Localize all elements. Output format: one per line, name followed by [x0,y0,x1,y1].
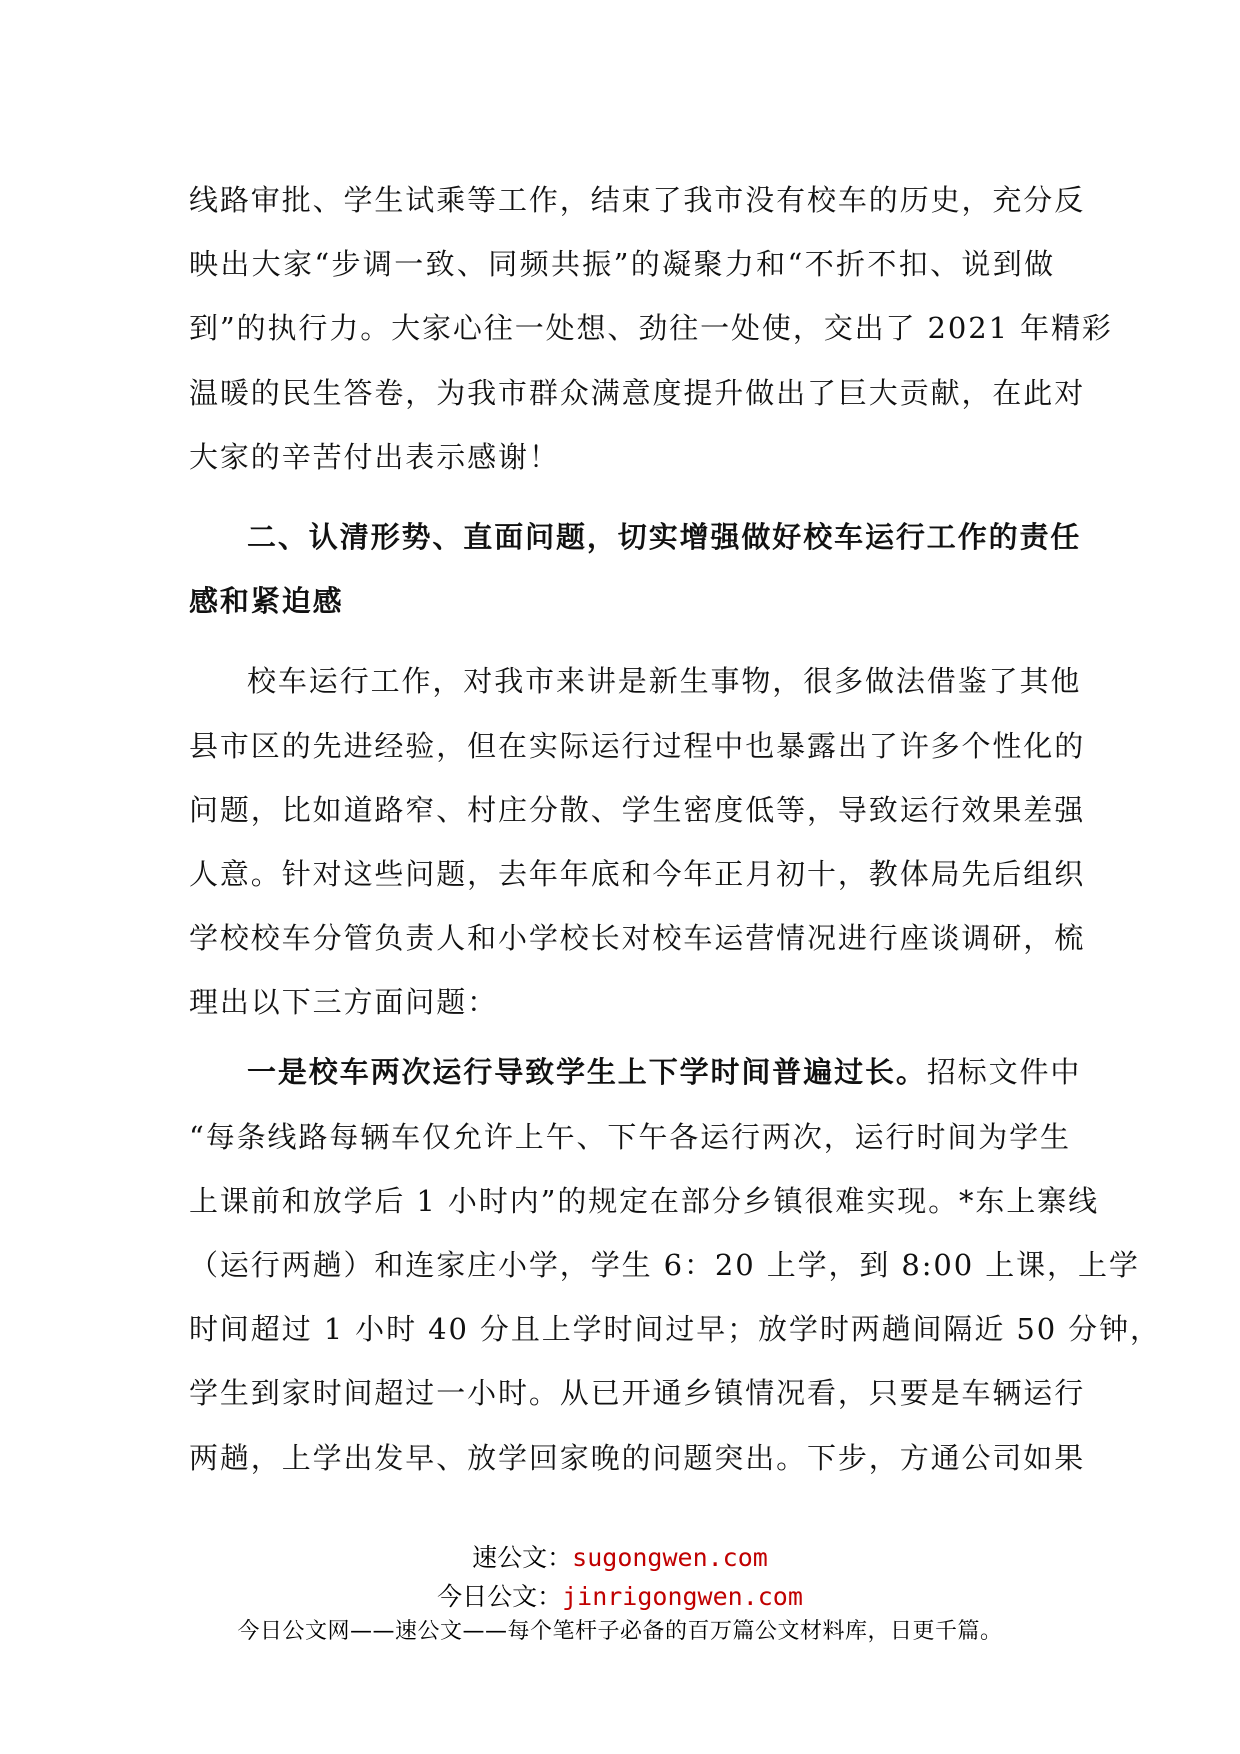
text-line: 线路审批、学生试乘等工作，结束了我市没有校车的历史，充分反 [189,183,1086,217]
text-line: 校车运行工作，对我市来讲是新生事物，很多做法借鉴了其他 [247,664,1082,699]
heading-line: 二、认清形势、直面问题，切实增强做好校车运行工作的责任 [247,519,1082,554]
text-line: 学生到家时间超过一小时。从已开通乡镇情况看，只要是车辆运行 [189,1376,1086,1411]
document-body [189,168,1161,1490]
text-line: 大家的辛苦付出表示感谢！ [189,439,560,474]
text-line: 时间超过 1 小时 40 分且上学时间过早；放学时两趟间隔近 50 分钟， [189,1312,1161,1347]
point-one-lead-rest: 招标文件中 [926,1055,1082,1090]
paragraph-point-one [189,1040,1161,1489]
paragraph-problems [189,649,1086,1034]
text-line: 映出大家“步调一致、同频共振”的凝聚力和“不折不扣、说到做 [189,247,1055,282]
paragraph-intro-end [189,168,1113,489]
footer-label: 今日公文： [437,1582,563,1611]
section-heading [189,505,1082,633]
footer-site-jinrigongwen [0,1577,1240,1613]
text-line: 理出以下三方面问题： [189,985,499,1020]
text-line: 人意。针对这些问题，去年年底和今年正月初十，教体局先后组织 [189,856,1086,891]
text-line: 县市区的先进经验，但在实际运行过程中也暴露出了许多个性化的 [189,728,1086,763]
text-line: 到”的执行力。大家心往一处想、劲往一处使，交出了 2021 年精彩 [189,311,1113,346]
text-line: 两趟，上学出发早、放学回家晚的问题突出。下步，方通公司如果 [189,1440,1086,1475]
text-line: 学校校车分管负责人和小学校长对校车运营情况进行座谈调研，梳 [189,921,1086,956]
point-one-lead: 一是校车两次运行导致学生上下学时间普遍过长。 [247,1055,927,1090]
text-line: 上课前和放学后 1 小时内”的规定在部分乡镇很难实现。*东上寨线 [189,1183,1100,1218]
text-line: 问题，比如道路窄、村庄分散、学生密度低等，导致运行效果差强 [189,792,1086,827]
heading-line: 感和紧迫感 [189,584,344,619]
footer-link-jinrigongwen[interactable]: jinrigongwen.com [562,1582,803,1611]
footer-site-sugongwen [0,1538,1240,1574]
footer-link-sugongwen[interactable]: sugongwen.com [572,1543,768,1572]
text-line [189,1040,1082,1104]
footer-label: 速公文： [472,1543,573,1572]
footer-slogan: 今日公文网——速公文——每个笔杆子必备的百万篇公文材料库，日更千篇。 [237,1619,1003,1644]
text-line: 温暖的民生答卷，为我市群众满意度提升做出了巨大贡献，在此对 [189,375,1086,410]
text-line: “每条线路每辆车仅允许上午、下午各运行两次，运行时间为学生 [189,1119,1071,1154]
text-line: （运行两趟）和连家庄小学，学生 6：20 上学，到 8:00 上课，上学 [189,1248,1140,1282]
